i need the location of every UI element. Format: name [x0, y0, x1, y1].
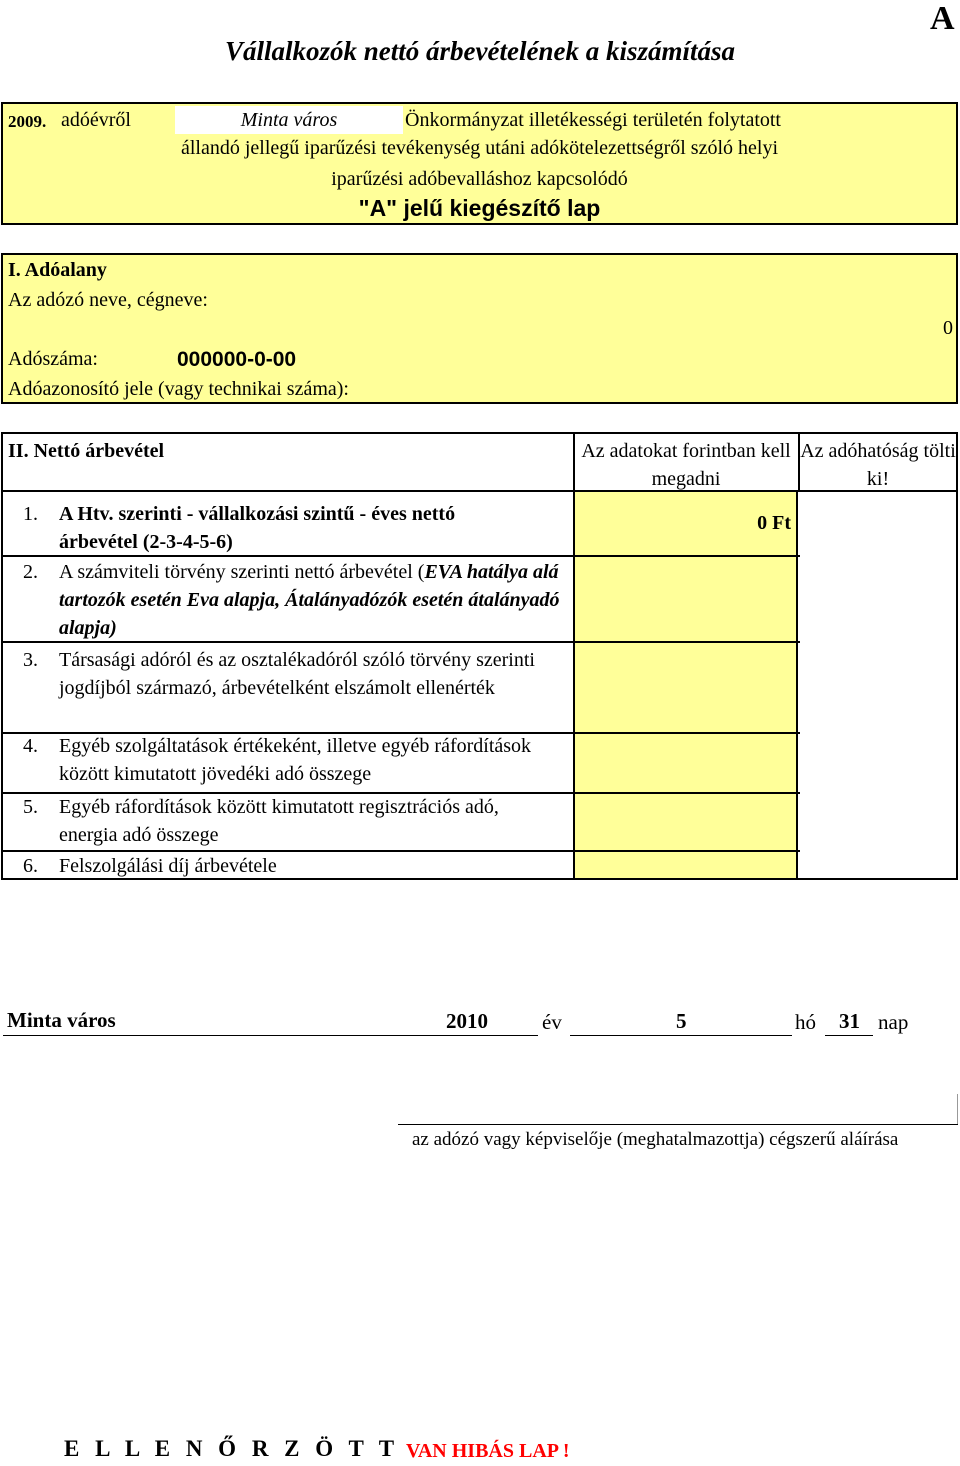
row-number: 3.	[23, 649, 38, 671]
form-letter: A	[930, 0, 955, 37]
row-text-italic: EVA hatálya alá tartozók esetén Eva alapja, Átalányadózók esetén átalányadó alapja)	[59, 561, 560, 639]
section1-title: I. Adóalany	[8, 259, 107, 281]
tax-id-label: Adóazonosító jele (vagy technikai száma):	[8, 378, 349, 400]
row-number: 2.	[23, 561, 38, 583]
forint-column-header: Az adatokat forintban kell megadni	[581, 440, 791, 490]
month-field[interactable]: 5	[676, 1009, 687, 1033]
page-title: Vállalkozók nettó árbevételének a kiszámítása	[225, 36, 735, 66]
row-text: Felszolgálási díj árbevétele	[59, 855, 277, 877]
row-number: 5.	[23, 796, 38, 818]
section-revenue	[1, 432, 958, 880]
place-underline	[3, 1035, 538, 1036]
forint-input-column[interactable]	[573, 492, 798, 878]
row-number: 1.	[23, 503, 38, 525]
row-separator	[3, 555, 800, 557]
month-label: hó	[795, 1010, 816, 1034]
tax-number-value[interactable]: 000000-0-00	[177, 348, 297, 371]
authority-column-header: Az adóhatóság tölti ki!	[800, 440, 956, 490]
row-number: 6.	[23, 855, 38, 877]
year-label: év	[542, 1010, 562, 1034]
sheet-subtitle: "A" jelű kiegészítő lap	[358, 195, 601, 221]
adoevrol-label: adóévről	[61, 109, 131, 131]
header-line-1: Önkormányzat illetékességi területén folytatott	[405, 109, 781, 131]
day-field[interactable]: 31	[839, 1009, 860, 1033]
row-text: Egyéb szolgáltatások értékeként, illetve egyéb ráfordítások között kimutatott jövedéki adó összege	[59, 735, 532, 785]
error-status: VAN HIBÁS LAP !	[406, 1440, 570, 1462]
total-revenue-value[interactable]: 0 Ft	[757, 512, 791, 534]
tax-number-label: Adószáma:	[8, 348, 98, 370]
section2-title: II. Nettó árbevétel	[8, 440, 165, 462]
section-taxpayer	[1, 253, 958, 404]
row-text-plain: A számviteli törvény szerinti nettó árbevétel (	[59, 561, 425, 583]
year-field[interactable]: 2010	[446, 1009, 488, 1033]
row-text: A Htv. szerinti - vállalkozási szintű - éves nettó árbevétel (2-3-4-5-6)	[59, 503, 456, 553]
header-line-2: állandó jellegű iparűzési tevékenység utáni adókötelezettségről szóló helyi	[180, 137, 778, 159]
header-line-3: iparűzési adóbevalláshoz kapcsolódó	[331, 168, 628, 190]
row-separator	[3, 641, 800, 643]
taxpayer-name-label: Az adózó neve, cégneve:	[8, 289, 208, 311]
taxpayer-name-value[interactable]: 0	[943, 317, 953, 339]
year-field[interactable]: 2009.	[8, 112, 47, 131]
place-field[interactable]: Minta város	[7, 1008, 116, 1032]
signature-line[interactable]	[398, 1124, 958, 1125]
month-underline	[570, 1035, 792, 1036]
row-number: 4.	[23, 735, 38, 757]
row-text	[59, 558, 569, 642]
signature-line-end	[957, 1094, 958, 1124]
signature-caption: az adózó vagy képviselője (meghatalmazottja) cégszerű aláírása	[412, 1129, 899, 1150]
day-underline	[825, 1035, 873, 1036]
municipality-field[interactable]: Minta város	[175, 106, 403, 134]
checked-label: E L L E N Ő R Z Ö T T	[64, 1436, 400, 1461]
row-text: Társasági adóról és az osztalékadóról szóló törvény szerinti jogdíjból származó, árbevételként elszámolt ellenérték	[59, 649, 535, 699]
day-label: nap	[878, 1010, 909, 1034]
header-box	[1, 102, 958, 225]
row-text: Egyéb ráfordítások között kimutatott regisztrációs adó, energia adó összege	[59, 796, 499, 846]
